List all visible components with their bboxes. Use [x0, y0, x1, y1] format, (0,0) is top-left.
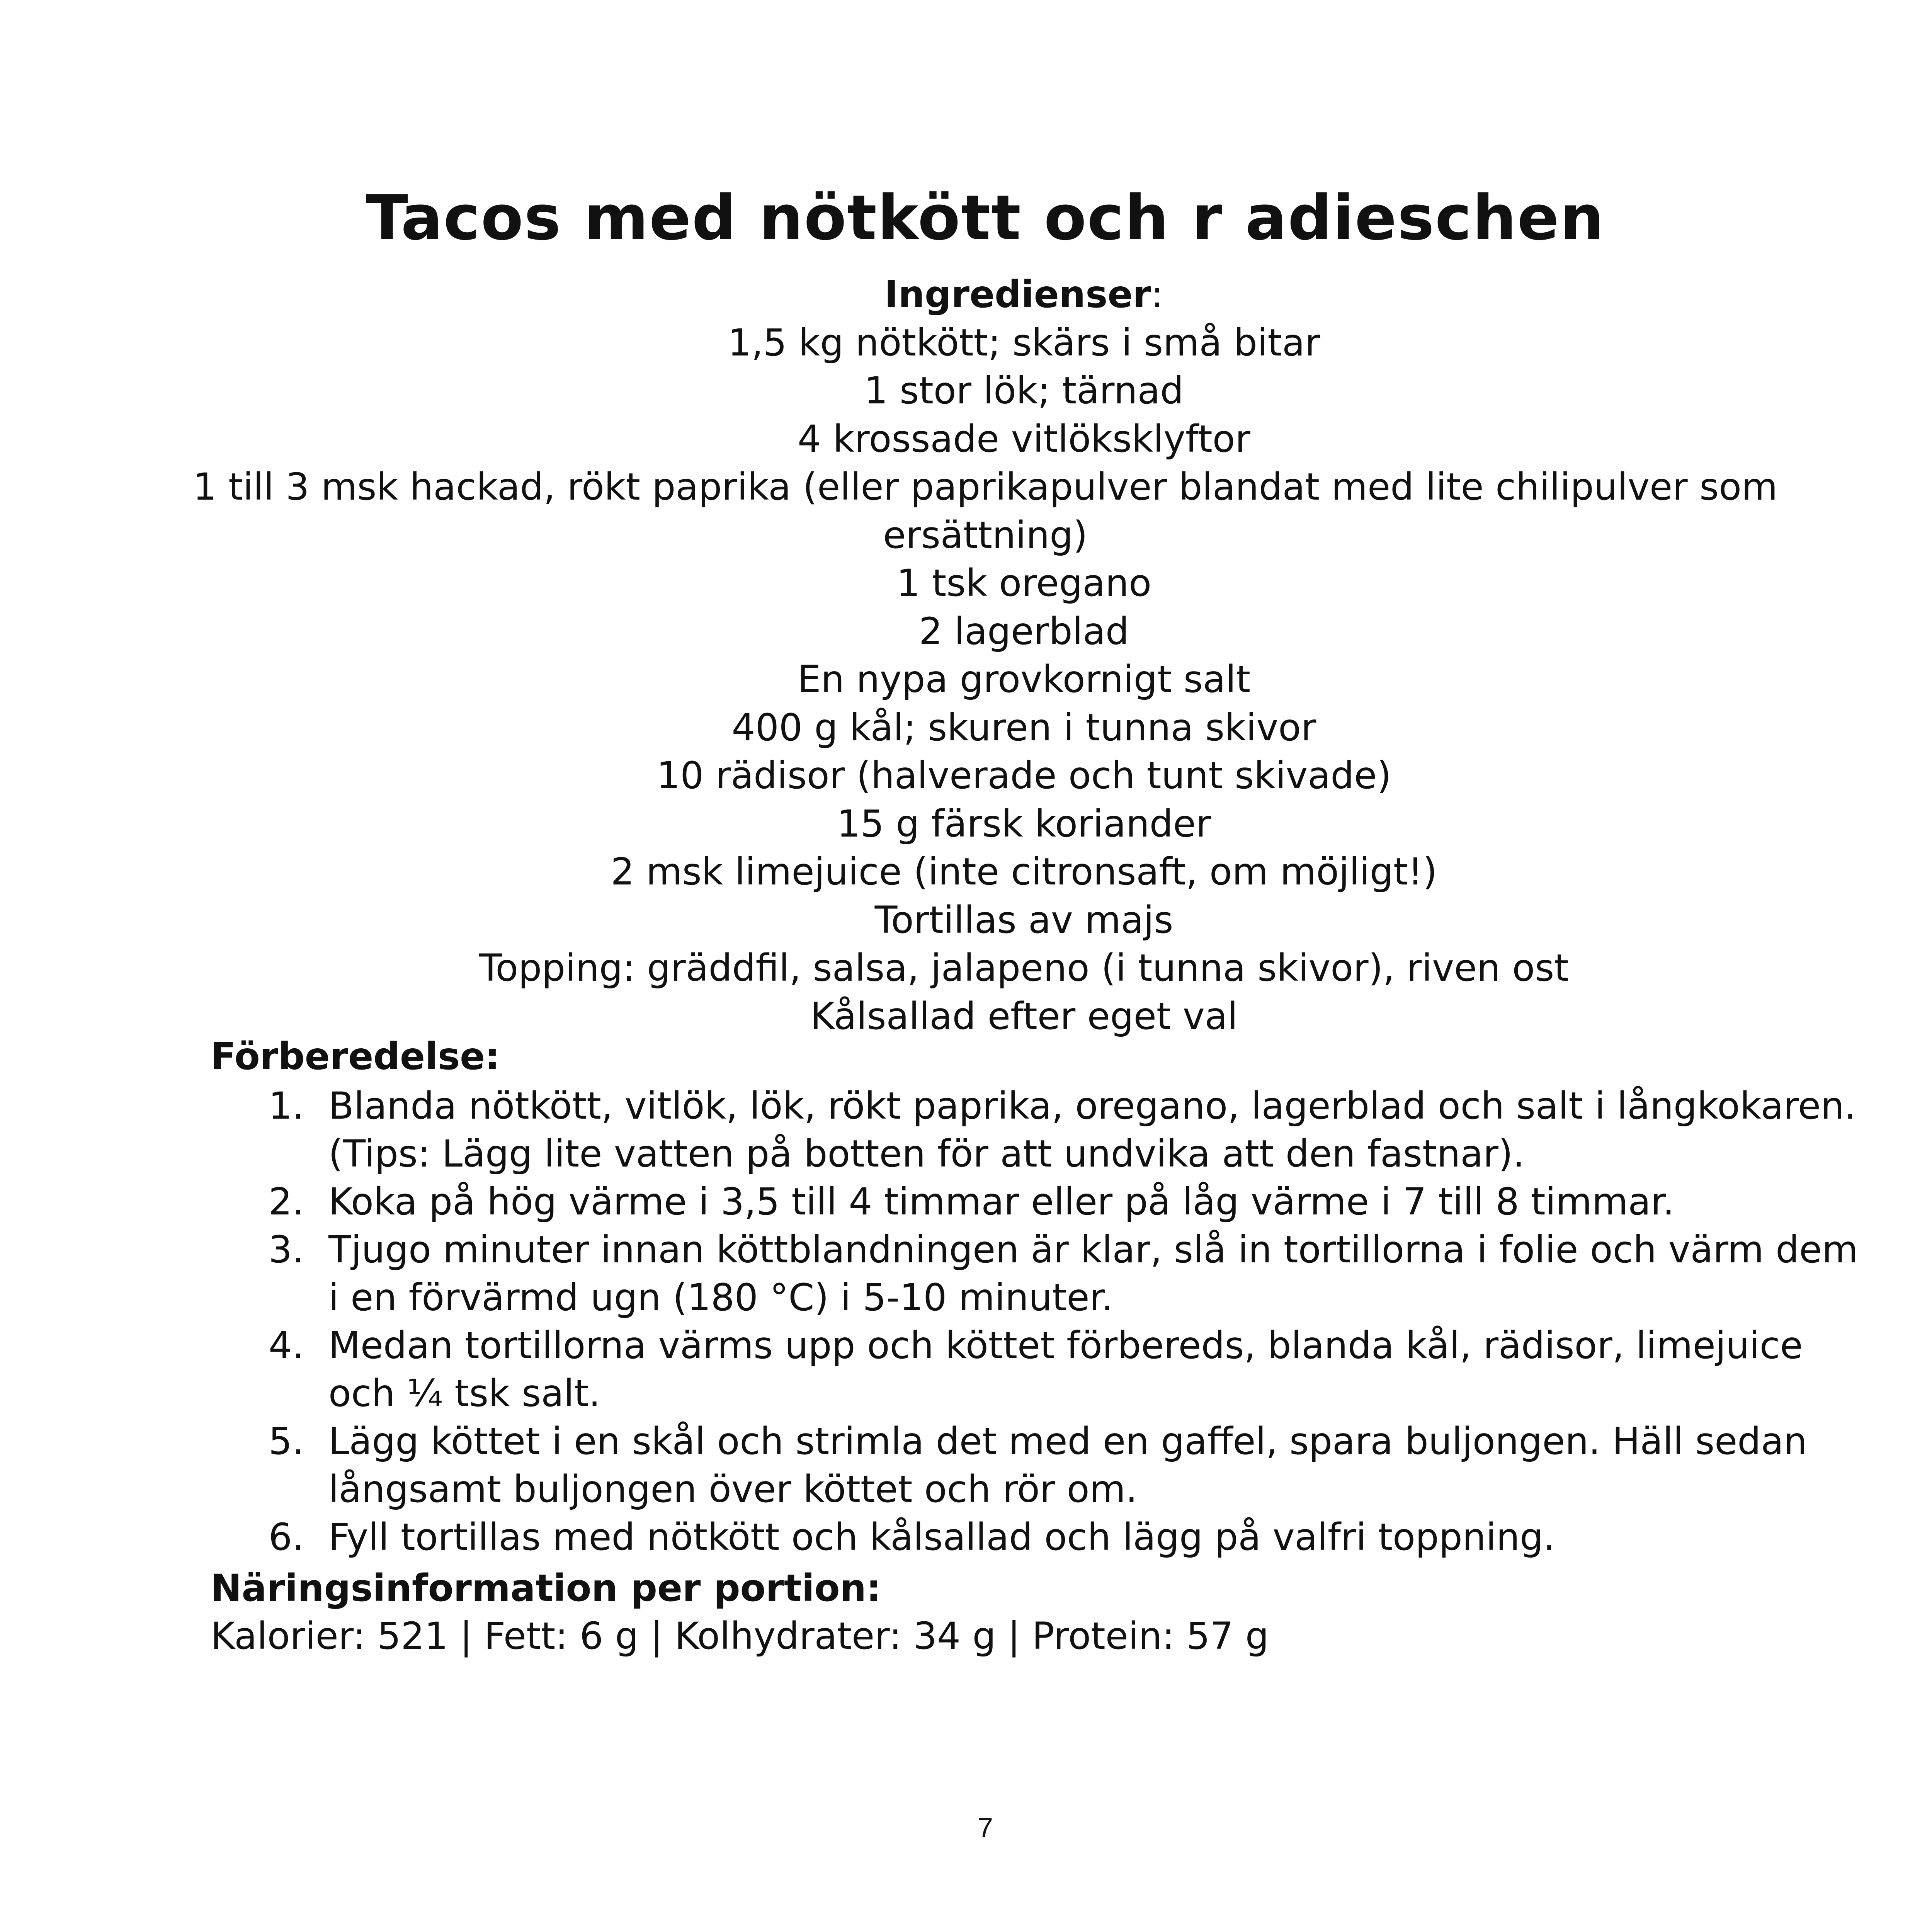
- step-text: Tjugo minuter innan köttblandningen är klar, slå in tortillorna i folie och värm dem i en förvärmd ugn (180 °C) i 5-10 minuter.: [328, 1228, 1858, 1319]
- ingredients-heading-label: Ingredienser: [884, 273, 1151, 316]
- ingredient-item: 2 lagerblad: [919, 609, 1129, 653]
- preparation-step: [211, 1321, 1872, 1417]
- ingredient-item: Topping: gräddfil, salsa, jalapeno (i tunna skivor), riven ost: [479, 946, 1569, 990]
- ingredient-item: Tortillas av majs: [874, 898, 1173, 942]
- recipe-title: Tacos med nötkött och r adieschen: [366, 182, 1605, 254]
- ingredient-item: Kålsallad efter eget val: [810, 994, 1238, 1038]
- ingredient-item: 4 krossade vitlöksklyftor: [798, 417, 1250, 461]
- ingredients-section: [155, 270, 1893, 1040]
- nutrition-info: Kalorier: 521 | Fett: 6 g | Kolhydrater: 34 g | Protein: 57 g: [211, 1614, 1269, 1658]
- ingredient-item: 1,5 kg nötkött; skärs i små bitar: [728, 321, 1320, 364]
- ingredient-item: 10 rädisor (halverade och tunt skivade): [656, 754, 1391, 797]
- ingredient-item: 1 tsk oregano: [896, 561, 1151, 605]
- preparation-steps: [211, 1082, 1872, 1561]
- step-number: 1.: [269, 1084, 304, 1128]
- step-text: Lägg köttet i en skål och strimla det med en gaffel, spara buljongen. Häll sedan långsamt buljongen över köttet och rör om.: [328, 1420, 1807, 1511]
- ingredient-item: En nypa grovkornigt salt: [797, 658, 1251, 701]
- step-text: Koka på hög värme i 3,5 till 4 timmar eller på låg värme i 7 till 8 timmar.: [328, 1180, 1675, 1223]
- step-number: 3.: [269, 1228, 304, 1271]
- ingredient-item: 1 stor lök; tärnad: [864, 369, 1184, 412]
- ingredient-item: 400 g kål; skuren i tunna skivor: [731, 706, 1316, 749]
- step-number: 4.: [269, 1324, 304, 1367]
- step-text: Medan tortillorna värms upp och köttet förbereds, blanda kål, rädisor, limejuice och ¼ tsk salt.: [328, 1324, 1803, 1415]
- preparation-heading: Förberedelse:: [211, 1035, 500, 1078]
- ingredients-heading-colon: :: [1151, 273, 1164, 316]
- step-number: 2.: [269, 1180, 304, 1223]
- ingredients-list: [155, 319, 1893, 1041]
- preparation-step: [211, 1417, 1872, 1513]
- preparation-step: [211, 1513, 1872, 1561]
- nutrition-heading: Näringsinformation per portion:: [211, 1566, 881, 1610]
- preparation-step: [211, 1082, 1872, 1178]
- ingredient-item: 2 msk limejuice (inte citronsaft, om möjligt!): [611, 850, 1437, 893]
- ingredients-heading: [155, 270, 1893, 319]
- ingredient-item: 1 till 3 msk hackad, rökt paprika (eller paprikapulver blandat med lite chilipulver som ersättning): [193, 465, 1778, 557]
- step-number: 5.: [269, 1420, 304, 1463]
- preparation-step: [211, 1226, 1872, 1321]
- preparation-step: [211, 1178, 1872, 1226]
- page-number: 7: [977, 1813, 993, 1844]
- step-text: Blanda nötkött, vitlök, lök, rökt paprika, oregano, lagerblad och salt i långkokaren. (Tips: Lägg lite vatten på botten för att undvika att den fastnar).: [328, 1084, 1856, 1175]
- step-number: 6.: [269, 1515, 304, 1559]
- ingredient-item: 15 g färsk koriander: [837, 802, 1211, 845]
- step-text: Fyll tortillas med nötkött och kålsallad och lägg på valfri toppning.: [328, 1515, 1555, 1559]
